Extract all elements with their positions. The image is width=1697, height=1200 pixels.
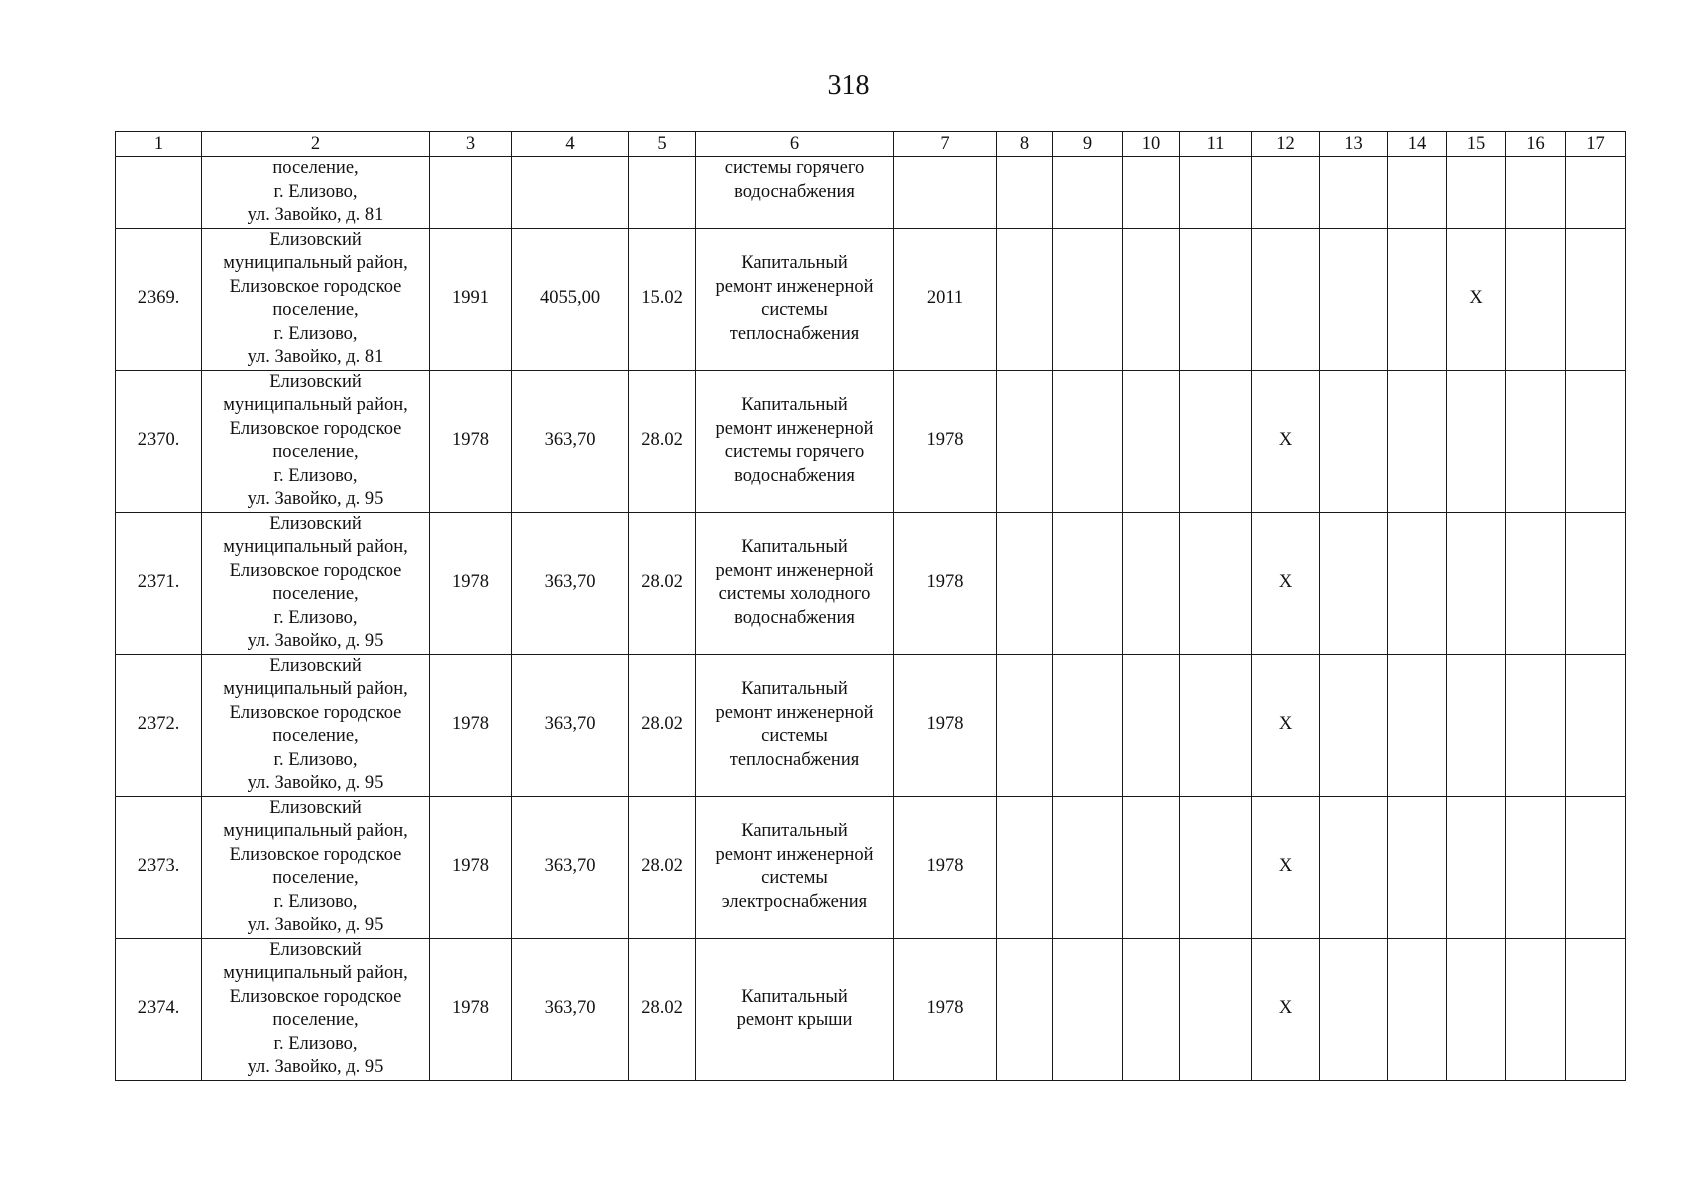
- row-area: 363,70: [512, 796, 629, 938]
- row-work-type: Капитальный ремонт инженерной системы холодного водоснабжения: [696, 512, 894, 654]
- row-mark: [1320, 228, 1388, 370]
- row-address: Елизовский муниципальный район, Елизовское городское поселение, г. Елизово, ул. Завойко, д. 81: [202, 228, 430, 370]
- row-year-repair: 1978: [894, 654, 997, 796]
- row-mark: [1252, 157, 1320, 229]
- table-row: [116, 654, 1626, 796]
- row-mark: [1123, 796, 1180, 938]
- row-mark: [1506, 157, 1566, 229]
- row-mark: [1506, 512, 1566, 654]
- row-mark: X: [1252, 938, 1320, 1080]
- column-header: 8: [997, 132, 1053, 157]
- row-mark: X: [1252, 796, 1320, 938]
- row-number: 2373.: [116, 796, 202, 938]
- row-mark: [1320, 654, 1388, 796]
- table-row: [116, 370, 1626, 512]
- row-mark: [997, 370, 1053, 512]
- row-mark: [1566, 654, 1626, 796]
- row-mark: [1320, 512, 1388, 654]
- row-mark: [1388, 228, 1447, 370]
- row-code: 28.02: [629, 512, 696, 654]
- table-row: [116, 938, 1626, 1080]
- row-address: поселение, г. Елизово, ул. Завойко, д. 81: [202, 157, 430, 229]
- row-mark: [997, 228, 1053, 370]
- row-area: 363,70: [512, 938, 629, 1080]
- row-mark: [1447, 654, 1506, 796]
- row-year-built: 1978: [430, 796, 512, 938]
- row-mark: [1180, 370, 1252, 512]
- row-mark: [1053, 938, 1123, 1080]
- header-row: [116, 132, 1626, 157]
- column-header: 10: [1123, 132, 1180, 157]
- column-header: 5: [629, 132, 696, 157]
- row-mark: [1506, 654, 1566, 796]
- row-year-repair: 1978: [894, 370, 997, 512]
- row-mark: [1447, 157, 1506, 229]
- row-year-repair: 1978: [894, 512, 997, 654]
- row-code: 28.02: [629, 796, 696, 938]
- row-year-built: [430, 157, 512, 229]
- row-mark: [1320, 796, 1388, 938]
- row-mark: [1123, 512, 1180, 654]
- row-mark: [1180, 654, 1252, 796]
- row-year-built: 1978: [430, 938, 512, 1080]
- row-year-built: 1978: [430, 654, 512, 796]
- row-mark: [1053, 228, 1123, 370]
- column-header: 7: [894, 132, 997, 157]
- row-mark: [1180, 228, 1252, 370]
- row-year-repair: 1978: [894, 796, 997, 938]
- row-mark: [1180, 512, 1252, 654]
- row-mark: [997, 654, 1053, 796]
- row-mark: [1123, 938, 1180, 1080]
- row-mark: [997, 796, 1053, 938]
- column-header: 9: [1053, 132, 1123, 157]
- row-area: 4055,00: [512, 228, 629, 370]
- table-row: [116, 796, 1626, 938]
- row-mark: [1566, 796, 1626, 938]
- row-area: [512, 157, 629, 229]
- row-mark: [1053, 796, 1123, 938]
- row-mark: [1447, 512, 1506, 654]
- row-area: 363,70: [512, 654, 629, 796]
- row-mark: X: [1252, 512, 1320, 654]
- row-mark: [1180, 938, 1252, 1080]
- row-mark: [1180, 157, 1252, 229]
- row-mark: [1506, 796, 1566, 938]
- row-mark: [1566, 228, 1626, 370]
- column-header: 2: [202, 132, 430, 157]
- row-mark: [1506, 228, 1566, 370]
- row-year-built: 1991: [430, 228, 512, 370]
- column-header: 14: [1388, 132, 1447, 157]
- row-mark: [1320, 938, 1388, 1080]
- row-mark: [1053, 157, 1123, 229]
- row-area: 363,70: [512, 370, 629, 512]
- row-code: 28.02: [629, 938, 696, 1080]
- row-mark: [1123, 370, 1180, 512]
- row-year-built: 1978: [430, 370, 512, 512]
- row-address: Елизовский муниципальный район, Елизовское городское поселение, г. Елизово, ул. Завойко, д. 95: [202, 654, 430, 796]
- column-header: 4: [512, 132, 629, 157]
- row-work-type: Капитальный ремонт инженерной системы горячего водоснабжения: [696, 370, 894, 512]
- row-mark: [1123, 228, 1180, 370]
- row-address: Елизовский муниципальный район, Елизовское городское поселение, г. Елизово, ул. Завойко, д. 95: [202, 512, 430, 654]
- row-work-type: Капитальный ремонт инженерной системы теплоснабжения: [696, 654, 894, 796]
- row-mark: [1388, 654, 1447, 796]
- row-mark: [997, 512, 1053, 654]
- row-mark: [997, 938, 1053, 1080]
- row-mark: [997, 157, 1053, 229]
- row-mark: [1053, 512, 1123, 654]
- column-header: 11: [1180, 132, 1252, 157]
- column-header: 1: [116, 132, 202, 157]
- row-work-type: Капитальный ремонт инженерной системы теплоснабжения: [696, 228, 894, 370]
- row-code: [629, 157, 696, 229]
- row-mark: [1388, 370, 1447, 512]
- row-number: 2374.: [116, 938, 202, 1080]
- row-mark: [1566, 370, 1626, 512]
- column-header: 13: [1320, 132, 1388, 157]
- row-number: 2370.: [116, 370, 202, 512]
- table-row: [116, 157, 1626, 229]
- row-work-type: Капитальный ремонт инженерной системы электроснабжения: [696, 796, 894, 938]
- row-mark: [1123, 157, 1180, 229]
- row-mark: [1447, 938, 1506, 1080]
- row-number: 2369.: [116, 228, 202, 370]
- row-mark: [1388, 938, 1447, 1080]
- row-year-built: 1978: [430, 512, 512, 654]
- column-header: 12: [1252, 132, 1320, 157]
- row-mark: [1566, 938, 1626, 1080]
- row-number: 2371.: [116, 512, 202, 654]
- page-number: 318: [827, 70, 870, 101]
- row-mark: [1123, 654, 1180, 796]
- row-mark: [1320, 157, 1388, 229]
- row-mark: X: [1447, 228, 1506, 370]
- row-address: Елизовский муниципальный район, Елизовское городское поселение, г. Елизово, ул. Завойко, д. 95: [202, 796, 430, 938]
- row-mark: [1252, 228, 1320, 370]
- row-mark: [1053, 654, 1123, 796]
- table-row: [116, 512, 1626, 654]
- row-year-repair: [894, 157, 997, 229]
- row-code: 28.02: [629, 370, 696, 512]
- row-number: 2372.: [116, 654, 202, 796]
- row-address: Елизовский муниципальный район, Елизовское городское поселение, г. Елизово, ул. Завойко, д. 95: [202, 938, 430, 1080]
- row-mark: [1506, 938, 1566, 1080]
- column-header: 17: [1566, 132, 1626, 157]
- row-mark: [1180, 796, 1252, 938]
- row-number: [116, 157, 202, 229]
- row-work-type: Капитальный ремонт крыши: [696, 938, 894, 1080]
- row-mark: [1388, 796, 1447, 938]
- row-code: 15.02: [629, 228, 696, 370]
- row-mark: X: [1252, 654, 1320, 796]
- row-mark: X: [1252, 370, 1320, 512]
- row-mark: [1388, 157, 1447, 229]
- register-table: [115, 131, 1626, 1081]
- row-mark: [1053, 370, 1123, 512]
- row-mark: [1447, 370, 1506, 512]
- row-code: 28.02: [629, 654, 696, 796]
- column-header: 15: [1447, 132, 1506, 157]
- row-work-type: системы горячего водоснабжения: [696, 157, 894, 229]
- row-mark: [1506, 370, 1566, 512]
- row-year-repair: 1978: [894, 938, 997, 1080]
- column-header: 16: [1506, 132, 1566, 157]
- row-year-repair: 2011: [894, 228, 997, 370]
- column-header: 6: [696, 132, 894, 157]
- row-mark: [1320, 370, 1388, 512]
- row-mark: [1566, 157, 1626, 229]
- row-mark: [1388, 512, 1447, 654]
- row-address: Елизовский муниципальный район, Елизовское городское поселение, г. Елизово, ул. Завойко, д. 95: [202, 370, 430, 512]
- row-area: 363,70: [512, 512, 629, 654]
- row-mark: [1566, 512, 1626, 654]
- table-row: [116, 228, 1626, 370]
- column-header: 3: [430, 132, 512, 157]
- row-mark: [1447, 796, 1506, 938]
